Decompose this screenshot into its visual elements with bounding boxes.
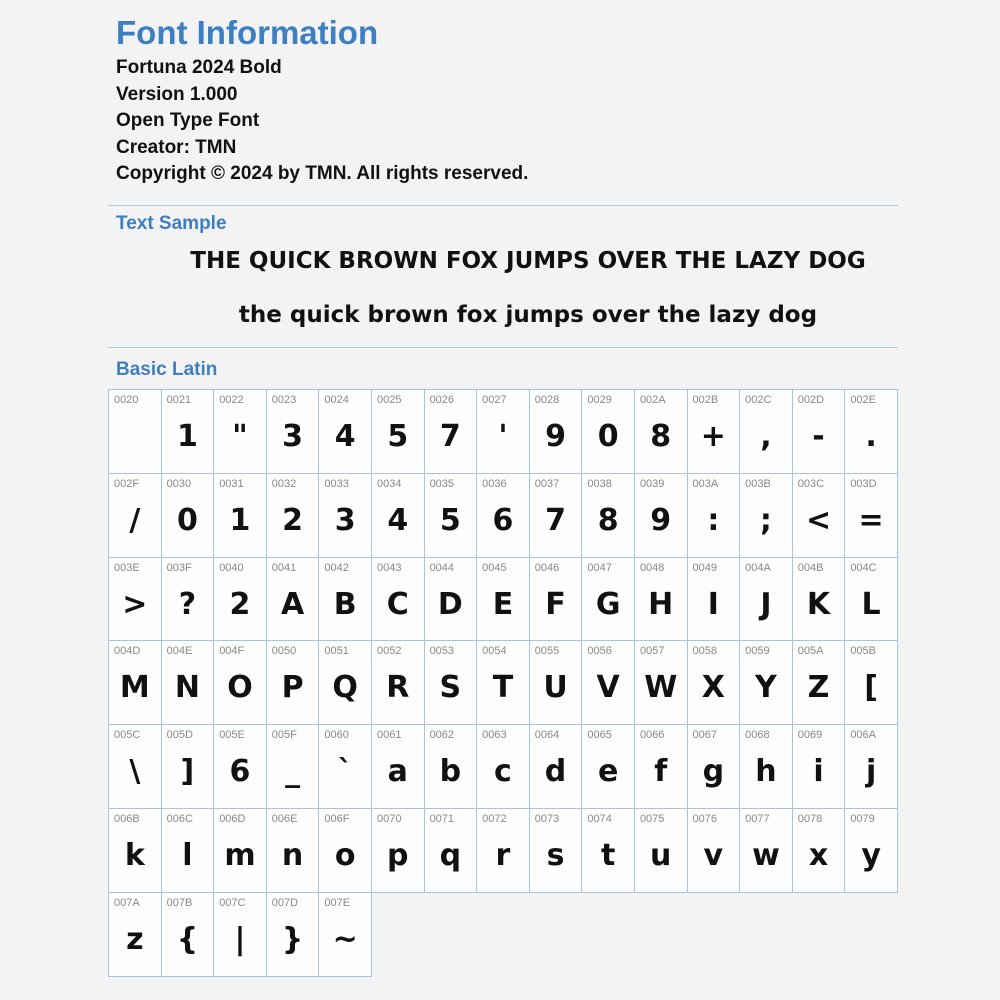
font-version: Version 1.000 — [116, 83, 238, 105]
glyph-char: 6 — [492, 502, 514, 538]
glyph-cell — [214, 893, 267, 977]
glyph-char: D — [437, 586, 463, 622]
glyph-cell — [372, 809, 425, 893]
glyph-code: 0031 — [219, 477, 244, 490]
glyph-char: E — [492, 586, 514, 622]
font-information-block — [116, 14, 528, 188]
glyph-char: ' — [498, 419, 508, 454]
glyph-code: 003B — [745, 477, 771, 490]
glyph-code: 006F — [324, 812, 350, 825]
glyph-char: L — [861, 586, 881, 622]
glyph-char: J — [760, 586, 772, 622]
glyph-code: 0060 — [324, 729, 349, 742]
glyph-cell — [793, 390, 846, 474]
glyph-code: 0037 — [534, 477, 560, 490]
glyph-char: \ — [129, 754, 141, 790]
glyph-char: > — [122, 586, 148, 622]
glyph-cell — [530, 809, 583, 893]
glyph-char: | — [234, 921, 246, 957]
glyph-code: 0025 — [376, 394, 402, 406]
glyph-cell — [477, 390, 530, 474]
glyph-char: b — [439, 754, 462, 790]
glyph-cell — [845, 390, 898, 474]
glyph-cell — [214, 474, 267, 558]
glyph-char: 8 — [650, 419, 672, 454]
glyph-cell — [425, 809, 478, 893]
glyph-cell — [162, 725, 215, 809]
glyph-cell — [372, 641, 425, 725]
glyph-char: 1 — [176, 419, 198, 454]
glyph-cell — [845, 558, 898, 642]
glyph-cell — [319, 641, 372, 725]
glyph-char: < — [805, 502, 832, 538]
glyph-cell — [845, 641, 898, 725]
glyph-code: 0057 — [639, 645, 665, 658]
glyph-cell — [267, 474, 320, 558]
glyph-char: : — [707, 502, 720, 538]
glyph-cell — [109, 809, 162, 893]
glyph-char: k — [124, 837, 145, 873]
glyph-char: Q — [332, 670, 358, 706]
glyph-cell — [319, 893, 372, 977]
glyph-cell — [635, 390, 688, 474]
glyph-code: 0045 — [482, 561, 507, 574]
glyph-char: O — [227, 670, 253, 706]
glyph-code: 0069 — [797, 729, 823, 742]
glyph-code: 003E — [114, 561, 140, 574]
glyph-code: 004A — [745, 561, 771, 574]
glyph-cell — [319, 474, 372, 558]
glyph-char: " — [232, 419, 248, 454]
glyph-code: 0075 — [639, 812, 665, 825]
glyph-code: 0033 — [324, 477, 349, 490]
glyph-char: ] — [180, 754, 195, 790]
glyph-grid — [108, 389, 898, 977]
glyph-code: 006B — [114, 812, 140, 825]
glyph-code: 007D — [271, 896, 299, 909]
glyph-cell — [319, 558, 372, 642]
glyph-cell — [688, 558, 741, 642]
glyph-code: 0024 — [324, 394, 349, 406]
glyph-char: ? — [178, 586, 197, 622]
glyph-char: p — [387, 837, 409, 873]
glyph-cell — [688, 641, 741, 725]
glyph-cell — [530, 390, 583, 474]
glyph-cell — [162, 893, 215, 977]
glyph-cell — [635, 474, 688, 558]
glyph-cell — [740, 474, 793, 558]
glyph-cell — [740, 809, 793, 893]
glyph-code: 0064 — [534, 729, 560, 742]
glyph-char: 4 — [334, 419, 356, 454]
glyph-char: 7 — [545, 502, 566, 538]
glyph-cell — [635, 809, 688, 893]
glyph-code: 006D — [219, 812, 246, 825]
glyph-char: j — [865, 754, 877, 790]
glyph-char: e — [597, 754, 619, 790]
glyph-char: . — [865, 419, 877, 454]
glyph-code: 0078 — [797, 812, 823, 825]
glyph-char: 8 — [597, 502, 619, 538]
glyph-char: q — [439, 837, 462, 873]
glyph-cell — [688, 725, 741, 809]
divider-top — [108, 205, 898, 206]
glyph-code: 0068 — [745, 729, 770, 742]
glyph-char: + — [700, 419, 726, 454]
glyph-cell — [372, 474, 425, 558]
glyph-char: U — [543, 670, 568, 706]
glyph-code: 003D — [850, 477, 877, 490]
glyph-cell — [109, 893, 162, 977]
glyph-cell — [582, 725, 635, 809]
glyph-cell — [425, 725, 478, 809]
glyph-code: 005E — [219, 729, 245, 742]
glyph-code: 0042 — [324, 561, 349, 574]
glyph-code: 0029 — [587, 394, 612, 406]
glyph-code: 0070 — [376, 812, 402, 825]
glyph-code: 0035 — [429, 477, 455, 490]
glyph-code: 0074 — [587, 812, 612, 825]
glyph-cell — [425, 390, 478, 474]
glyph-char: r — [495, 837, 511, 873]
glyph-char: I — [707, 586, 719, 622]
glyph-cell — [425, 474, 478, 558]
glyph-char: 0 — [176, 502, 198, 538]
glyph-code: 003F — [166, 561, 192, 574]
glyph-char: l — [182, 837, 193, 873]
glyph-code: 0030 — [166, 477, 192, 490]
glyph-code: 002C — [745, 394, 772, 406]
text-sample-heading: Text Sample — [116, 213, 227, 234]
glyph-cell — [267, 725, 320, 809]
glyph-cell — [109, 390, 162, 474]
glyph-char: P — [281, 670, 304, 706]
glyph-cell — [582, 809, 635, 893]
glyph-cell — [267, 558, 320, 642]
glyph-cell — [582, 474, 635, 558]
glyph-char: ~ — [332, 921, 358, 957]
glyph-code: 0071 — [429, 812, 455, 825]
glyph-char: c — [494, 754, 512, 790]
glyph-cell — [319, 390, 372, 474]
glyph-cell — [845, 725, 898, 809]
glyph-char: 0 — [597, 419, 619, 454]
glyph-code: 0021 — [166, 394, 192, 406]
glyph-cell — [267, 893, 320, 977]
glyph-char: Z — [807, 670, 830, 706]
glyph-code: 0059 — [745, 645, 770, 658]
glyph-char: T — [492, 670, 514, 706]
sample-uppercase: THE QUICK BROWN FOX JUMPS OVER THE LAZY DOG — [190, 248, 866, 274]
glyph-cell — [477, 809, 530, 893]
glyph-char: _ — [285, 754, 301, 790]
glyph-char: } — [281, 921, 304, 957]
glyph-char: B — [333, 586, 357, 622]
glyph-cell — [214, 390, 267, 474]
sample-lowercase: the quick brown fox jumps over the lazy dog — [238, 302, 818, 328]
glyph-cell — [635, 641, 688, 725]
glyph-code: 0043 — [376, 561, 402, 574]
font-name: Fortuna 2024 Bold — [116, 57, 282, 78]
glyph-char: W — [644, 670, 678, 706]
glyph-cell — [582, 558, 635, 642]
glyph-code: 007A — [114, 896, 140, 909]
glyph-code: 0022 — [219, 394, 244, 406]
glyph-char: i — [813, 754, 824, 790]
glyph-char: 3 — [282, 419, 304, 454]
divider-bottom — [108, 347, 898, 348]
glyph-code: 0026 — [429, 394, 455, 406]
glyph-code: 0055 — [534, 645, 560, 658]
glyph-code: 0032 — [271, 477, 297, 490]
glyph-char: { — [176, 921, 199, 957]
glyph-code: 004B — [797, 561, 824, 574]
glyph-char: X — [701, 670, 725, 706]
glyph-cell — [319, 725, 372, 809]
glyph-code: 0065 — [587, 729, 612, 742]
glyph-cell — [530, 474, 583, 558]
glyph-char: 3 — [334, 502, 356, 538]
glyph-code: 0072 — [482, 812, 507, 825]
glyph-cell — [740, 641, 793, 725]
glyph-cell — [582, 641, 635, 725]
glyph-char: Y — [755, 670, 777, 706]
glyph-code: 006E — [271, 812, 298, 825]
glyph-char: ` — [337, 754, 353, 790]
glyph-cell — [372, 725, 425, 809]
glyph-cell — [793, 809, 846, 893]
glyph-code: 002B — [692, 394, 719, 406]
glyph-char: u — [650, 837, 672, 873]
glyph-code: 0077 — [745, 812, 770, 825]
glyph-cell — [267, 390, 320, 474]
glyph-code: 0050 — [271, 645, 297, 658]
glyph-code: 0052 — [376, 645, 402, 658]
glyph-char: S — [439, 670, 462, 706]
glyph-cell — [740, 558, 793, 642]
glyph-code: 0040 — [219, 561, 244, 574]
glyph-char: 5 — [439, 502, 461, 538]
glyph-cell — [582, 390, 635, 474]
glyph-cell — [793, 725, 846, 809]
glyph-code: 0076 — [692, 812, 718, 825]
glyph-code: 0047 — [587, 561, 612, 574]
glyph-code: 0034 — [376, 477, 402, 490]
glyph-cell — [214, 641, 267, 725]
glyph-code: 005A — [797, 645, 824, 658]
glyph-char: d — [544, 754, 567, 790]
glyph-char: f — [654, 754, 668, 790]
glyph-char: a — [387, 754, 408, 790]
glyph-char: 2 — [282, 502, 304, 538]
glyph-cell — [267, 641, 320, 725]
glyph-cell — [267, 809, 320, 893]
glyph-cell — [530, 641, 583, 725]
glyph-cell — [109, 558, 162, 642]
glyph-code: 0067 — [692, 729, 718, 742]
glyph-code: 002D — [797, 394, 825, 406]
glyph-code: 005B — [850, 645, 877, 658]
glyph-code: 003A — [692, 477, 719, 490]
glyph-cell — [109, 725, 162, 809]
glyph-code: 0051 — [324, 645, 349, 658]
glyph-code: 0049 — [692, 561, 718, 574]
glyph-char: A — [280, 586, 305, 622]
glyph-cell — [425, 641, 478, 725]
glyph-cell — [109, 641, 162, 725]
glyph-char: 7 — [439, 419, 461, 454]
font-copyright: Copyright © 2024 by TMN. All rights reserved. — [116, 163, 529, 185]
glyph-char: - — [812, 419, 825, 454]
font-information-title: Font Information — [116, 14, 379, 51]
glyph-char: ; — [759, 502, 772, 538]
glyph-code: 0053 — [429, 645, 455, 658]
glyph-code: 0054 — [482, 645, 507, 658]
glyph-char: G — [595, 586, 621, 622]
glyph-code: 0061 — [376, 729, 402, 742]
glyph-cell — [162, 558, 215, 642]
glyph-cell — [688, 474, 741, 558]
glyph-char: N — [174, 670, 200, 706]
glyph-char: s — [546, 837, 565, 873]
glyph-code: 002E — [850, 394, 877, 406]
glyph-code: 007E — [324, 896, 351, 909]
glyph-cell — [530, 725, 583, 809]
glyph-cell — [319, 809, 372, 893]
glyph-code: 0079 — [850, 812, 875, 825]
font-creator: Creator: TMN — [116, 136, 237, 158]
glyph-code: 004F — [219, 645, 245, 658]
glyph-cell — [214, 809, 267, 893]
glyph-cell — [477, 558, 530, 642]
glyph-cell — [688, 809, 741, 893]
glyph-char: V — [596, 670, 620, 706]
glyph-char: [ — [864, 670, 878, 706]
glyph-char: n — [281, 837, 304, 873]
glyph-char: 1 — [229, 502, 251, 538]
glyph-cell — [214, 558, 267, 642]
glyph-code: 002A — [639, 394, 666, 406]
glyph-char: x — [808, 837, 829, 873]
glyph-cell — [162, 474, 215, 558]
glyph-char: C — [386, 586, 409, 622]
glyph-char: 9 — [545, 419, 566, 454]
glyph-char: o — [334, 837, 356, 873]
glyph-code: 005D — [166, 729, 193, 742]
glyph-char: K — [806, 586, 831, 622]
glyph-code: 004D — [114, 645, 141, 658]
glyph-code: 004E — [166, 645, 193, 658]
glyph-cell — [162, 390, 215, 474]
glyph-cell — [793, 474, 846, 558]
glyph-code: 007C — [219, 896, 246, 909]
glyph-code: 0023 — [271, 394, 297, 406]
glyph-cell — [109, 474, 162, 558]
glyph-code: 0063 — [482, 729, 507, 742]
glyph-cell — [845, 809, 898, 893]
glyph-code: 0058 — [692, 645, 718, 658]
glyph-cell — [372, 558, 425, 642]
font-type: Open Type Font — [116, 110, 260, 132]
glyph-code: 006C — [166, 812, 193, 825]
glyph-cell — [635, 725, 688, 809]
glyph-char: , — [760, 419, 772, 454]
glyph-char: / — [129, 502, 141, 538]
glyph-code: 004C — [850, 561, 877, 574]
glyph-char: z — [126, 921, 144, 957]
glyph-code: 0066 — [639, 729, 665, 742]
glyph-char: F — [545, 586, 566, 622]
glyph-cell — [162, 641, 215, 725]
glyph-cell — [214, 725, 267, 809]
glyph-code: 002F — [114, 477, 140, 490]
glyph-char: t — [600, 837, 616, 873]
glyph-char: w — [752, 837, 780, 873]
glyph-code: 0036 — [482, 477, 507, 490]
glyph-cell — [635, 558, 688, 642]
glyph-char: 2 — [229, 586, 251, 622]
basic-latin-heading: Basic Latin — [116, 359, 218, 380]
glyph-code: 0027 — [482, 394, 507, 406]
glyph-cell — [793, 558, 846, 642]
glyph-cell — [162, 809, 215, 893]
glyph-code: 0028 — [534, 394, 560, 406]
glyph-char: h — [755, 754, 777, 790]
glyph-char: g — [702, 754, 725, 790]
glyph-code: 0073 — [534, 812, 560, 825]
glyph-char: y — [861, 837, 881, 873]
glyph-code: 005C — [114, 729, 141, 742]
glyph-code: 005F — [271, 729, 297, 742]
glyph-char: H — [648, 586, 674, 622]
glyph-char: m — [224, 837, 256, 873]
glyph-cell — [740, 725, 793, 809]
glyph-code: 0041 — [271, 561, 297, 574]
glyph-char: 9 — [650, 502, 672, 538]
glyph-cell — [688, 390, 741, 474]
glyph-char: 4 — [387, 502, 409, 538]
glyph-code: 0020 — [114, 394, 139, 406]
glyph-cell — [372, 390, 425, 474]
glyph-code: 006A — [850, 729, 877, 742]
glyph-char: M — [119, 670, 150, 706]
glyph-cell — [793, 641, 846, 725]
glyph-cell — [477, 725, 530, 809]
glyph-code: 0062 — [429, 729, 455, 742]
glyph-code: 0056 — [587, 645, 612, 658]
glyph-cell — [845, 474, 898, 558]
glyph-code: 0044 — [429, 561, 455, 574]
glyph-code: 003C — [797, 477, 825, 490]
glyph-cell — [740, 390, 793, 474]
glyph-char: R — [386, 670, 410, 706]
glyph-code: 0048 — [639, 561, 665, 574]
glyph-char: v — [703, 837, 724, 873]
glyph-char: = — [858, 502, 884, 538]
glyph-char: 6 — [229, 754, 251, 790]
glyph-cell — [477, 474, 530, 558]
glyph-cell — [530, 558, 583, 642]
glyph-code: 0046 — [534, 561, 560, 574]
glyph-cell — [477, 641, 530, 725]
glyph-cell — [425, 558, 478, 642]
glyph-char: 5 — [387, 419, 409, 454]
glyph-code: 007B — [166, 896, 193, 909]
glyph-code: 0038 — [587, 477, 612, 490]
glyph-code: 0039 — [639, 477, 665, 490]
